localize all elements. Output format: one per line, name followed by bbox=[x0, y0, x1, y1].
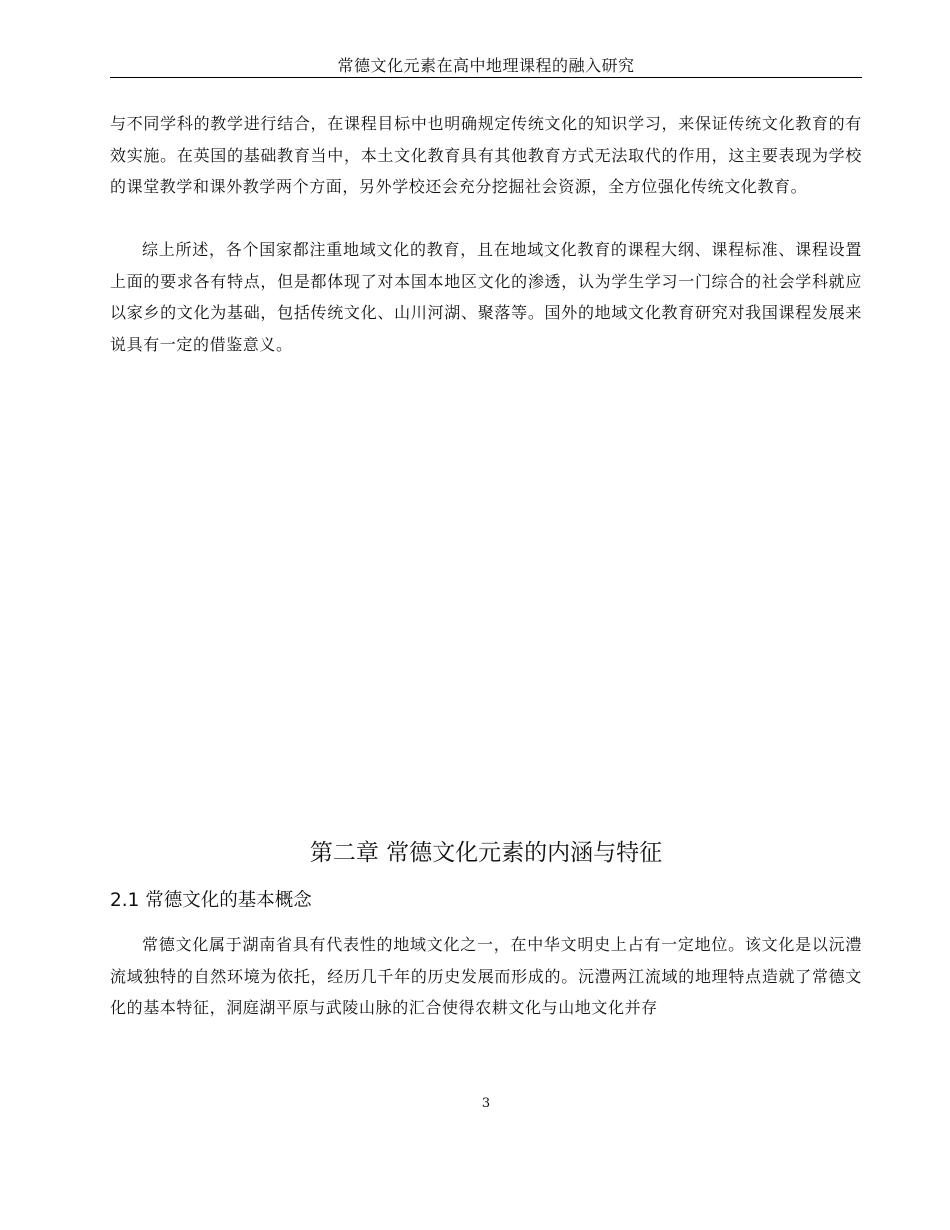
page-number: 3 bbox=[481, 1096, 491, 1111]
section-title: 2.1 常德文化的基本概念 bbox=[110, 890, 312, 911]
body-paragraph-1: 与不同学科的教学进行结合，在课程目标中也明确规定传统文化的知识学习，来保证传统文化教育的有效实施。在英国的基础教育当中，本土文化教育具有其他教育方式无法取代的作用，这主要表现为学校的课堂教学和课外教学两个方面，另外学校还会充分挖掘社会资源，全方位强化传统文化教育。 bbox=[110, 114, 862, 196]
chapter-title: 第二章 常德文化元素的内涵与特征 bbox=[309, 840, 663, 866]
running-header: 常德文化元素在高中地理课程的融入研究 bbox=[110, 55, 862, 78]
section-paragraph: 常德文化属于湖南省具有代表性的地域文化之一，在中华文明史上占有一定地位。该文化是以沅澧流域独特的自然环境为依托，经历几千年的历史发展而形成的。沅澧两江流域的地理特点造就了常德文化的基本特征，洞庭湖平原与武陵山脉的汇合使得农耕文化与山地文化并存 bbox=[110, 935, 862, 1017]
body-paragraph-2: 综上所述，各个国家都注重地域文化的教育，且在地域文化教育的课程大纲、课程标准、课程设置上面的要求各有特点，但是都体现了对本国本地区文化的渗透，认为学生学习一门综合的社会学科就应以家乡的文化为基础，包括传统文化、山川河湖、聚落等。国外的地域文化教育研究对我国课程发展来说具有一定的借鉴意义。 bbox=[110, 240, 862, 354]
